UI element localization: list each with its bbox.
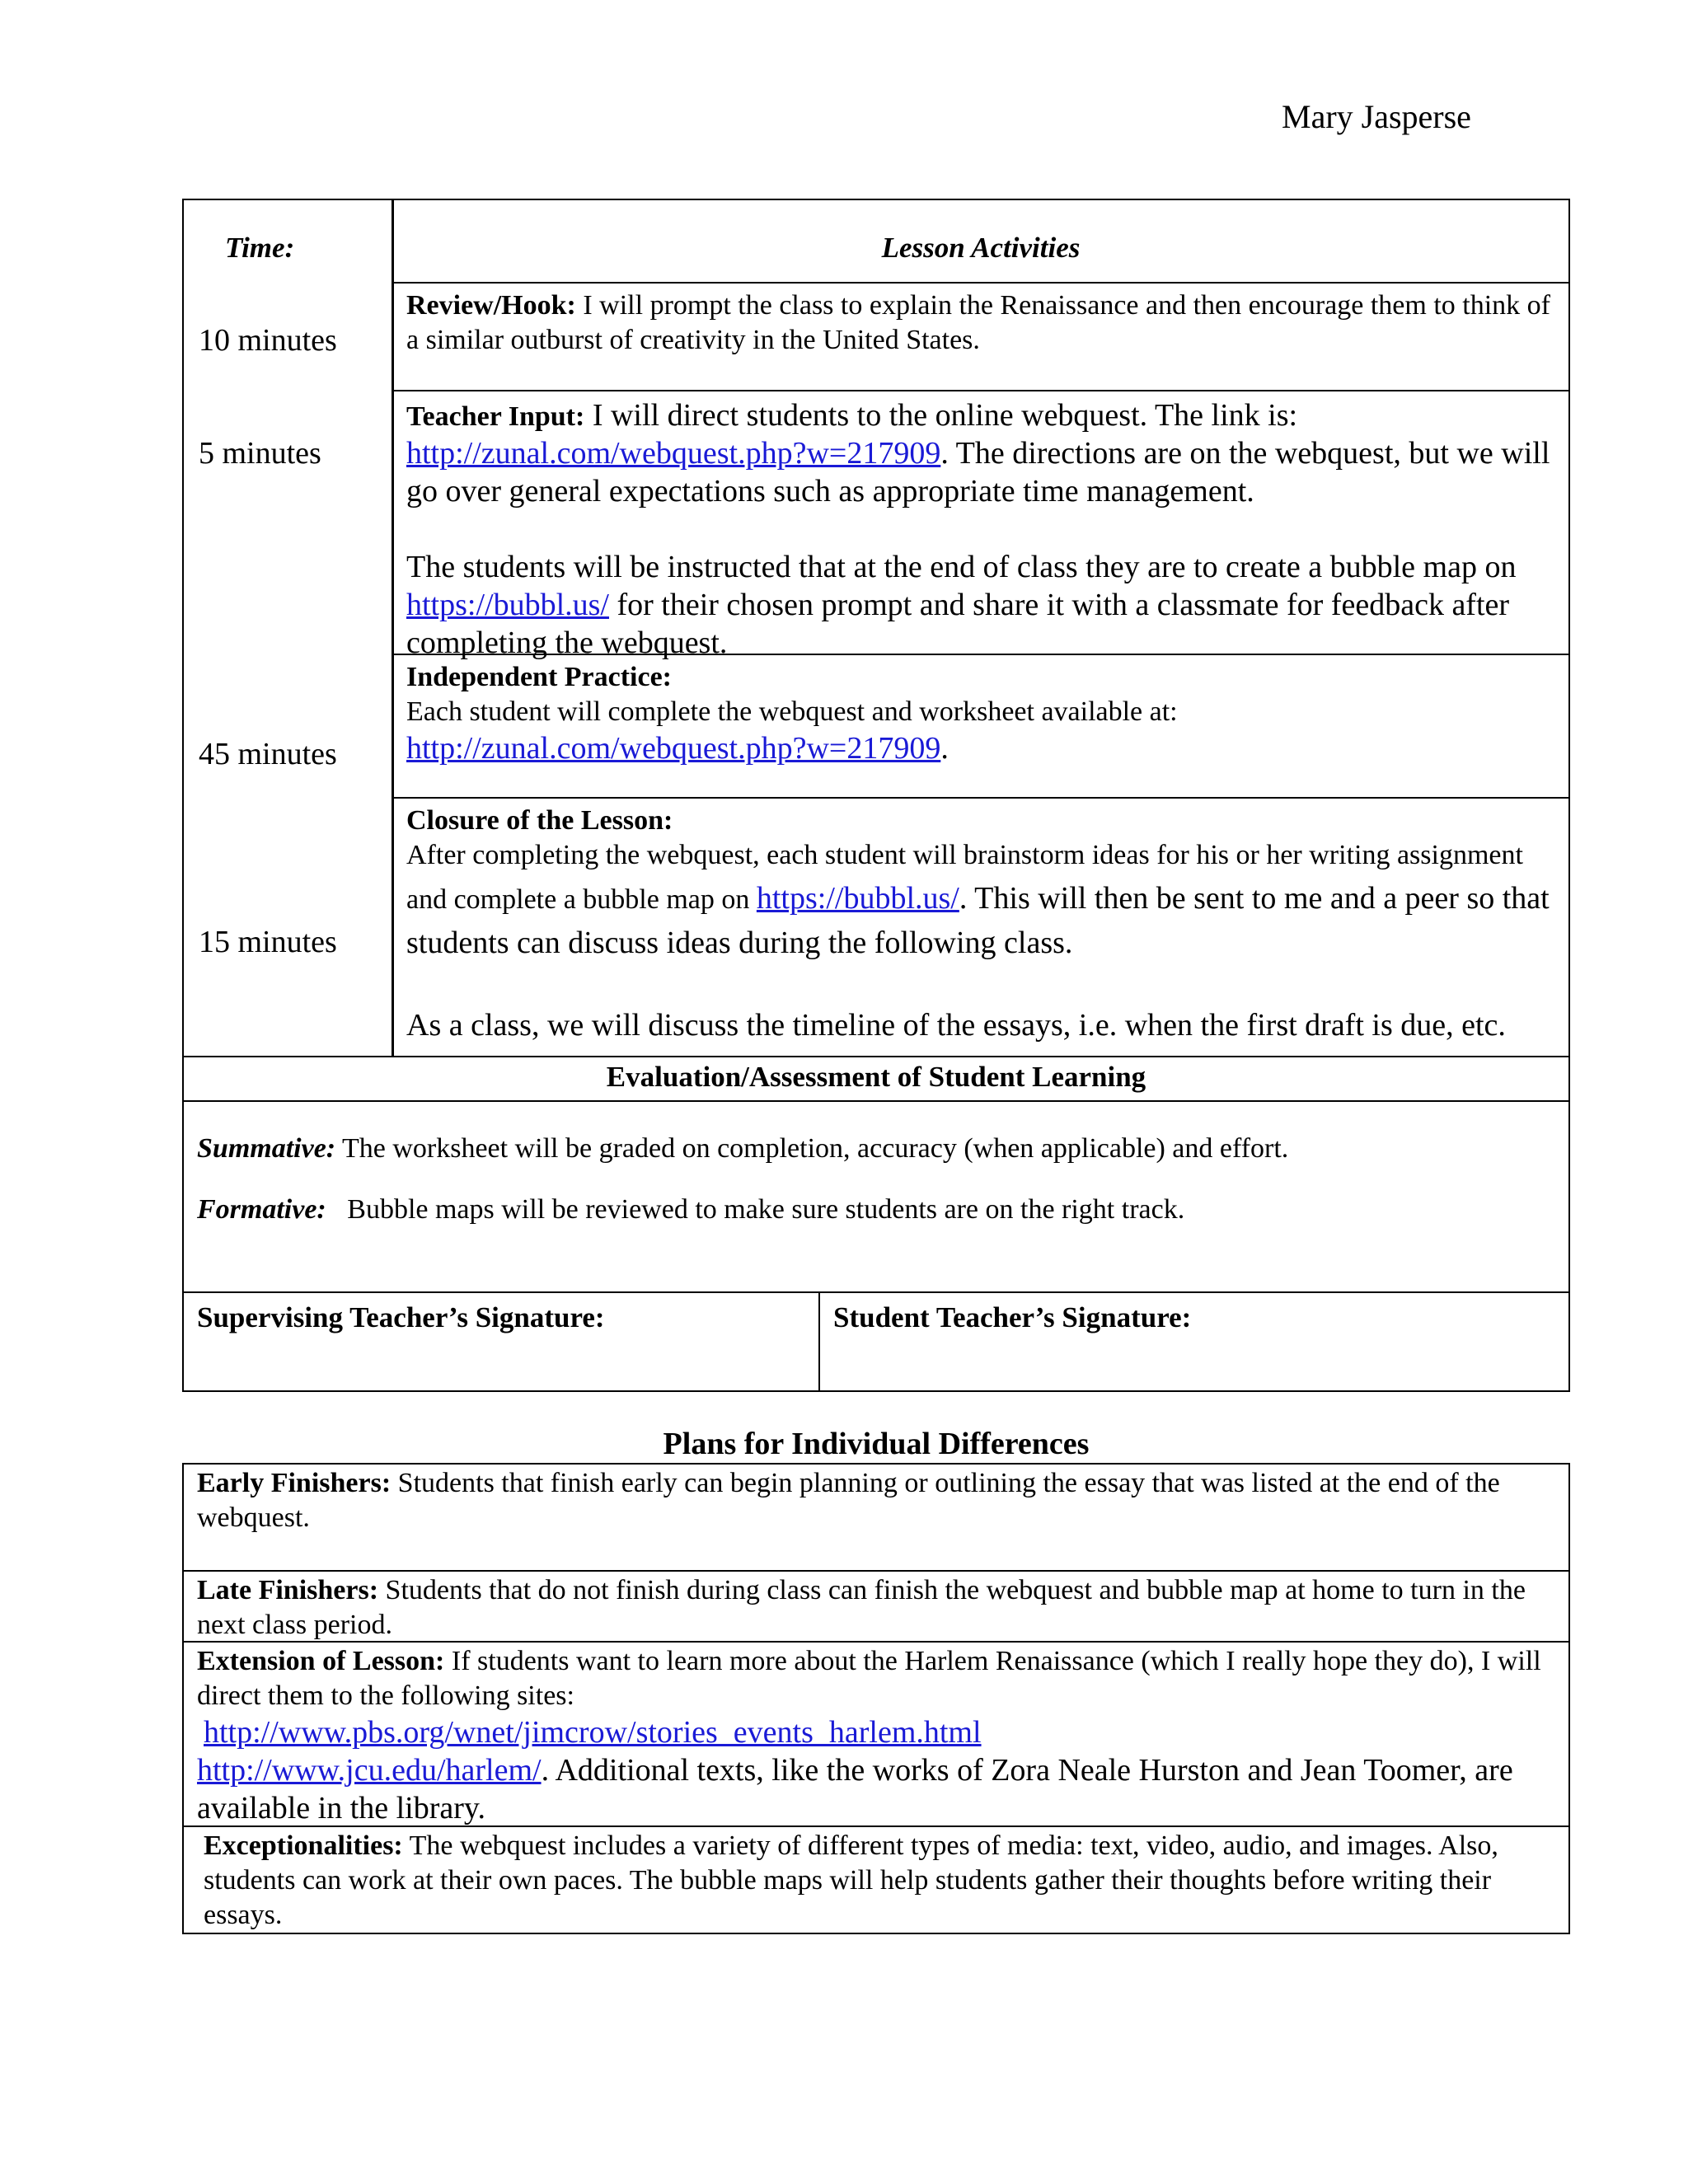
time-header: Time:	[225, 232, 295, 264]
extension-label: Extension of Lesson:	[197, 1646, 445, 1676]
early-finishers-label: Early Finishers:	[197, 1468, 392, 1498]
independent-practice-cell	[393, 655, 1568, 799]
evaluation-section	[182, 1056, 1570, 1392]
summative-label: Summative:	[197, 1133, 336, 1164]
activities-column	[392, 199, 1570, 1057]
closure-text1: After completing the webquest, each student will brainstorm ideas for his or her writing assignment and complete a bubble map on	[406, 840, 1523, 915]
teacher-input-label: Teacher Input:	[406, 401, 585, 432]
jcu-link[interactable]: http://www.jcu.edu/harlem/	[197, 1753, 542, 1788]
teacher-input-para2-a: The students will be instructed that at the end of class they are to create a bubble map on	[406, 550, 1517, 584]
webquest-link[interactable]: http://zunal.com/webquest.php?w=217909	[406, 436, 941, 471]
teacher-input-cell	[393, 391, 1568, 660]
pbs-link[interactable]: http://www.pbs.org/wnet/jimcrow/stories_events_harlem.html	[204, 1715, 982, 1750]
teacher-input-text1: I will direct students to the online webquest. The link is:	[584, 398, 1298, 433]
extension-cell	[184, 1643, 1568, 1827]
extension-text: If students want to learn more about the Harlem Renaissance (which I really hope they do), I will direct them to the following sites:	[197, 1646, 1541, 1711]
formative-label: Formative:	[197, 1194, 326, 1225]
exceptionalities-cell	[184, 1827, 1568, 1933]
bubbl-link[interactable]: https://bubbl.us/	[406, 588, 609, 622]
signature-row	[184, 1293, 1568, 1390]
extension-text2: . Additional texts, like the works of Zora Neale Hurston and Jean Toomer, are available in the library.	[197, 1753, 1513, 1825]
late-finishers-label: Late Finishers:	[197, 1575, 379, 1605]
exceptionalities-label: Exceptionalities:	[204, 1830, 403, 1861]
student-signature: Student Teacher’s Signature:	[833, 1301, 1192, 1333]
evaluation-body	[184, 1102, 1568, 1293]
late-finishers-text: Students that do not finish during class can finish the webquest and bubble map at home to turn in the next class period.	[197, 1575, 1526, 1640]
late-finishers-cell	[184, 1572, 1568, 1643]
closure-cell	[393, 799, 1568, 1056]
closure-para2: As a class, we will discuss the timeline of the essays, i.e. when the first draft is due, etc.	[406, 1008, 1506, 1043]
independent-practice-label: Independent Practice:	[406, 662, 673, 692]
plans-table	[182, 1463, 1570, 1934]
time-closure: 15 minutes	[199, 925, 337, 959]
closure-label: Closure of the Lesson:	[406, 805, 673, 836]
teacher-input-text2: . The directions are on the webquest, but we will go over general expectations such as appropriate time management.	[406, 436, 1550, 509]
summative-text: The worksheet will be graded on completion, accuracy (when applicable) and effort.	[335, 1133, 1289, 1164]
early-finishers-cell	[184, 1465, 1568, 1572]
time-independent-practice: 45 minutes	[199, 737, 337, 771]
evaluation-header: Evaluation/Assessment of Student Learning	[184, 1057, 1568, 1102]
activities-header: Lesson Activities	[393, 200, 1568, 284]
bubbl-link-2[interactable]: https://bubbl.us/	[756, 881, 959, 916]
plans-title: Plans for Individual Differences	[663, 1427, 1090, 1461]
time-teacher-input: 5 minutes	[199, 436, 321, 471]
review-hook-text: I will prompt the class to explain the Renaissance and then encourage them to think of a similar outburst of creativity in the United States.	[406, 290, 1550, 355]
teacher-input-para2-b: for their chosen prompt and share it with a classmate for feedback after completing the webquest.	[406, 588, 1510, 660]
supervising-signature: Supervising Teacher’s Signature:	[184, 1293, 820, 1390]
exceptionalities-text: The webquest includes a variety of different types of media: text, video, audio, and images. Also, students can work at their own paces. The bubble maps will help students gather their thoughts before writing their essays.	[204, 1830, 1498, 1930]
review-hook-label: Review/Hook:	[406, 290, 576, 321]
closure-text2: . This will then be sent to me and a peer so that students can discuss ideas during the following class.	[406, 881, 1550, 960]
early-finishers-text: Students that finish early can begin planning or outlining the essay that was listed at the end of the webquest.	[197, 1468, 1500, 1533]
formative-text: Bubble maps will be reviewed to make sure students are on the right track.	[326, 1194, 1185, 1225]
independent-practice-end: .	[940, 731, 949, 766]
time-column	[183, 199, 393, 1057]
author-name: Mary Jasperse	[1282, 98, 1471, 135]
time-review: 10 minutes	[199, 323, 337, 358]
webquest-link-2[interactable]: http://zunal.com/webquest.php?w=217909	[406, 731, 941, 766]
independent-practice-text: Each student will complete the webquest and worksheet available at:	[406, 696, 1178, 727]
review-hook-cell	[393, 284, 1568, 391]
